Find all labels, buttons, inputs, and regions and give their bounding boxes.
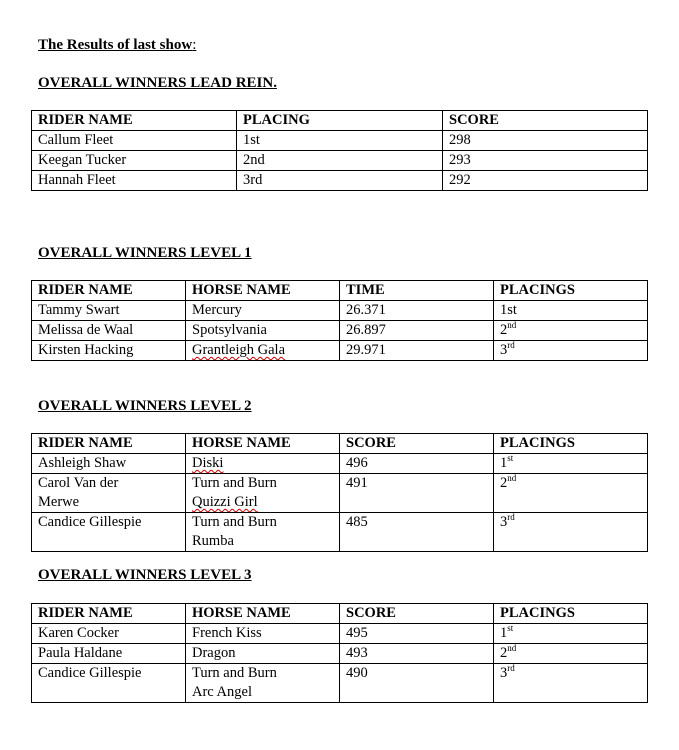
placing-cell	[494, 454, 648, 474]
results-table-level-2	[31, 433, 648, 552]
table-row	[32, 131, 648, 151]
placing-number: 3	[500, 514, 508, 530]
time-cell: 26.371	[340, 301, 494, 321]
rider-name-cell: Ashleigh Shaw	[32, 454, 186, 474]
placing-number: 2	[500, 322, 508, 338]
column-header-horse-name: HORSE NAME	[186, 604, 340, 624]
score-cell: 493	[340, 644, 494, 664]
horse-name-line: Turn and Burn	[192, 665, 277, 681]
horse-name-text: Diski	[192, 455, 224, 471]
rider-name-line: Carol Van der	[38, 475, 119, 491]
horse-name-cell	[186, 474, 340, 513]
table-row	[32, 454, 648, 474]
score-cell: 293	[443, 151, 648, 171]
results-table-level-3	[31, 603, 648, 703]
placing-suffix: nd	[507, 643, 517, 653]
table-row	[32, 644, 648, 664]
rider-name-cell: Melissa de Waal	[32, 321, 186, 341]
placing-number: 3	[500, 665, 508, 681]
placing-number: 1	[500, 455, 508, 471]
placing-cell	[494, 474, 648, 513]
table-row	[32, 151, 648, 171]
document-title-colon: :	[192, 37, 197, 53]
column-header-time: TIME	[340, 281, 494, 301]
table-header-row	[32, 281, 648, 301]
column-header-rider-name: RIDER NAME	[32, 434, 186, 454]
table-row	[32, 321, 648, 341]
placing-cell	[494, 513, 648, 552]
placing-cell	[494, 624, 648, 644]
placing-number: 1	[500, 302, 508, 318]
score-cell: 491	[340, 474, 494, 513]
placing-suffix: rd	[507, 663, 515, 673]
results-table-lead-rein	[31, 110, 648, 191]
placing-suffix: st	[507, 623, 514, 633]
document-title-text: The Results of last show	[38, 37, 193, 53]
table-row	[32, 513, 648, 552]
horse-name-line	[192, 493, 333, 512]
time-cell: 26.897	[340, 321, 494, 341]
placing-cell: 3rd	[237, 171, 443, 191]
horse-name-line: Arc Angel	[192, 684, 252, 700]
score-cell: 292	[443, 171, 648, 191]
table-row	[32, 474, 648, 513]
score-cell: 490	[340, 664, 494, 703]
score-cell: 485	[340, 513, 494, 552]
column-header-rider-name: RIDER NAME	[32, 111, 237, 131]
horse-name-line: Turn and Burn	[192, 475, 277, 491]
rider-name-cell: Candice Gillespie	[32, 664, 186, 703]
rider-name-cell: Kirsten Hacking	[32, 341, 186, 361]
rider-name-cell: Tammy Swart	[32, 301, 186, 321]
placing-cell: 2nd	[237, 151, 443, 171]
rider-name-cell: Paula Haldane	[32, 644, 186, 664]
placing-cell	[494, 321, 648, 341]
placing-suffix: rd	[507, 340, 515, 350]
document-title	[38, 36, 196, 55]
placing-cell	[494, 664, 648, 703]
column-header-placings: PLACINGS	[494, 281, 648, 301]
placing-suffix: st	[507, 453, 514, 463]
score-cell: 298	[443, 131, 648, 151]
horse-name-cell	[186, 341, 340, 361]
score-cell: 496	[340, 454, 494, 474]
results-table-level-1	[31, 280, 648, 361]
column-header-rider-name: RIDER NAME	[32, 281, 186, 301]
column-header-placings: PLACINGS	[494, 604, 648, 624]
horse-name-cell: Dragon	[186, 644, 340, 664]
horse-name-text: Grantleigh Gala	[192, 342, 286, 358]
placing-suffix: nd	[507, 320, 517, 330]
section-heading-level-1: OVERALL WINNERS LEVEL 1	[38, 245, 252, 261]
horse-name-cell: Spotsylvania	[186, 321, 340, 341]
rider-name-cell: Karen Cocker	[32, 624, 186, 644]
placing-number: 1	[500, 625, 508, 641]
rider-name-line: Merwe	[38, 494, 80, 510]
placing-suffix: rd	[507, 512, 515, 522]
horse-name-cell	[186, 513, 340, 552]
section-heading-level-2: OVERALL WINNERS LEVEL 2	[38, 398, 252, 414]
placing-cell	[494, 644, 648, 664]
placing-number: 2	[500, 645, 508, 661]
horse-name-cell: French Kiss	[186, 624, 340, 644]
column-header-score: SCORE	[340, 434, 494, 454]
time-cell: 29.971	[340, 341, 494, 361]
rider-name-cell: Keegan Tucker	[32, 151, 237, 171]
table-row	[32, 341, 648, 361]
placing-cell: 1st	[237, 131, 443, 151]
placing-number: 3	[500, 342, 508, 358]
table-header-row	[32, 434, 648, 454]
placing-cell	[494, 341, 648, 361]
table-row	[32, 664, 648, 703]
column-header-score: SCORE	[340, 604, 494, 624]
table-header-row	[32, 111, 648, 131]
table-header-row	[32, 604, 648, 624]
placing-suffix: st	[507, 302, 517, 318]
column-header-horse-name: HORSE NAME	[186, 434, 340, 454]
column-header-rider-name: RIDER NAME	[32, 604, 186, 624]
horse-name-cell	[186, 664, 340, 703]
table-row	[32, 301, 648, 321]
placing-number: 2	[500, 475, 508, 491]
horse-name-line: Turn and Burn	[192, 514, 277, 530]
placing-suffix: nd	[507, 473, 517, 483]
horse-name-text: Quizzi Girl	[192, 494, 258, 510]
horse-name-cell	[186, 454, 340, 474]
column-header-placing: PLACING	[237, 111, 443, 131]
horse-name-line: Rumba	[192, 533, 234, 549]
table-row	[32, 171, 648, 191]
rider-name-cell	[32, 474, 186, 513]
score-cell: 495	[340, 624, 494, 644]
rider-name-cell: Hannah Fleet	[32, 171, 237, 191]
section-heading-level-3: OVERALL WINNERS LEVEL 3	[38, 567, 252, 583]
placing-cell	[494, 301, 648, 321]
rider-name-cell: Callum Fleet	[32, 131, 237, 151]
column-header-score: SCORE	[443, 111, 648, 131]
section-heading-lead-rein: OVERALL WINNERS LEAD REIN.	[38, 75, 277, 91]
column-header-placings: PLACINGS	[494, 434, 648, 454]
horse-name-cell: Mercury	[186, 301, 340, 321]
rider-name-cell: Candice Gillespie	[32, 513, 186, 552]
column-header-horse-name: HORSE NAME	[186, 281, 340, 301]
table-row	[32, 624, 648, 644]
